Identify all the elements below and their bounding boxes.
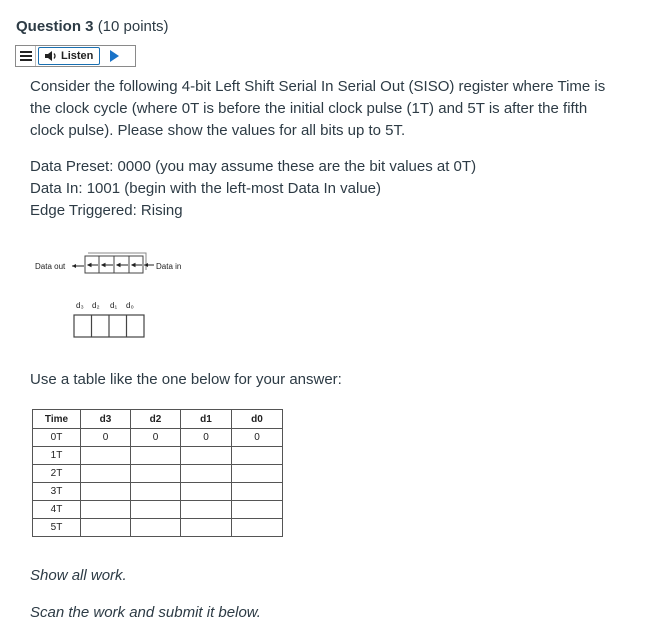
data-in-label: Data in bbox=[156, 262, 182, 271]
table-cell: 2T bbox=[33, 465, 81, 483]
listen-toolbar bbox=[15, 45, 136, 67]
table-row bbox=[33, 501, 283, 519]
table-row bbox=[33, 447, 283, 465]
question-intro: Consider the following 4-bit Left Shift Serial In Serial Out (SISO) register where Time is the clock cycle (where 0T is before the initial clock pulse (1T) and 5T is after the fifth clock pulse). Please show the values for all bits up to 5T. bbox=[30, 78, 606, 139]
question-number: Question 3 bbox=[16, 18, 94, 35]
data-preset: Data Preset: 0000 (you may assume these are the bit values at 0T) bbox=[30, 158, 477, 175]
table-row bbox=[33, 519, 283, 537]
question-points: (10 points) bbox=[97, 18, 169, 35]
menu-icon[interactable] bbox=[16, 46, 36, 66]
table-cell bbox=[181, 519, 232, 537]
table-cell bbox=[81, 465, 131, 483]
arrow-left-icon bbox=[72, 264, 76, 268]
header-d3: d3 bbox=[81, 410, 131, 429]
table-row bbox=[33, 483, 283, 501]
table-cell: 5T bbox=[33, 519, 81, 537]
submit-note: Scan the work and submit it below. bbox=[30, 604, 261, 621]
bit-label-d2: d₂ bbox=[92, 301, 100, 310]
bit-label-d0: d₀ bbox=[126, 301, 134, 310]
table-cell: 0T bbox=[33, 429, 81, 447]
header-time: Time bbox=[33, 410, 81, 429]
edge-triggered: Edge Triggered: Rising bbox=[30, 202, 183, 219]
table-cell bbox=[131, 483, 181, 501]
table-cell bbox=[81, 483, 131, 501]
table-row bbox=[33, 465, 283, 483]
table-cell: 0 bbox=[81, 429, 131, 447]
play-icon[interactable] bbox=[110, 50, 119, 62]
table-cell bbox=[131, 447, 181, 465]
data-out-label: Data out bbox=[35, 262, 66, 271]
table-cell: 0 bbox=[181, 429, 232, 447]
table-cell bbox=[232, 501, 283, 519]
table-cell bbox=[81, 501, 131, 519]
table-cell bbox=[81, 447, 131, 465]
table-row bbox=[33, 429, 283, 447]
bit-label-d1: d₁ bbox=[110, 301, 118, 310]
table-cell bbox=[181, 501, 232, 519]
speaker-icon bbox=[44, 50, 58, 62]
header-d2: d2 bbox=[131, 410, 181, 429]
data-in: Data In: 1001 (begin with the left-most Data In value) bbox=[30, 180, 382, 197]
table-cell bbox=[232, 483, 283, 501]
table-cell bbox=[181, 483, 232, 501]
answer-table bbox=[32, 409, 283, 537]
header-d1: d1 bbox=[181, 410, 232, 429]
table-header-row bbox=[33, 410, 283, 429]
table-cell bbox=[131, 465, 181, 483]
shift-register-diagram bbox=[30, 245, 200, 345]
table-instruction: Use a table like the one below for your answer: bbox=[30, 371, 342, 388]
table-cell: 0 bbox=[131, 429, 181, 447]
table-cell bbox=[181, 447, 232, 465]
table-cell bbox=[181, 465, 232, 483]
table-cell bbox=[131, 519, 181, 537]
table-cell: 0 bbox=[232, 429, 283, 447]
table-cell: 4T bbox=[33, 501, 81, 519]
table-cell bbox=[81, 519, 131, 537]
show-work-note: Show all work. bbox=[30, 567, 127, 584]
listen-button[interactable] bbox=[38, 47, 100, 65]
table-cell bbox=[232, 447, 283, 465]
header-d0: d0 bbox=[232, 410, 283, 429]
listen-label: Listen bbox=[61, 50, 94, 62]
table-cell bbox=[232, 519, 283, 537]
table-cell: 3T bbox=[33, 483, 81, 501]
bit-label-d3: d₃ bbox=[76, 301, 84, 310]
table-cell bbox=[131, 501, 181, 519]
table-cell bbox=[232, 465, 283, 483]
question-title bbox=[16, 18, 169, 35]
question-details bbox=[30, 156, 620, 222]
table-cell: 1T bbox=[33, 447, 81, 465]
